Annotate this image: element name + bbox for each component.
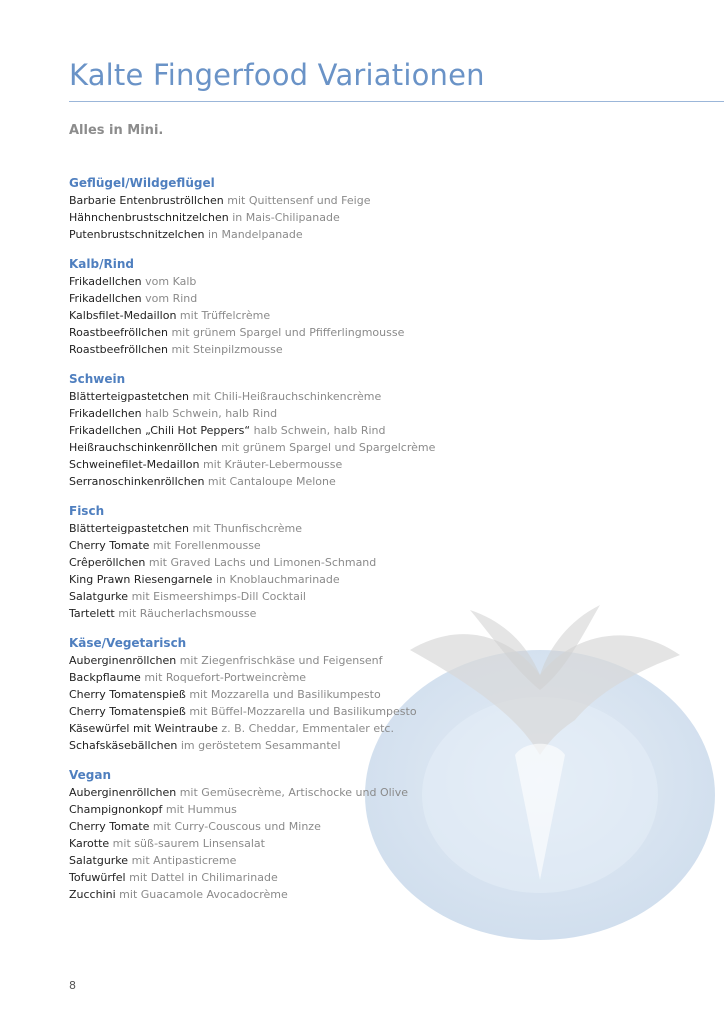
title-divider xyxy=(69,101,724,102)
menu-item xyxy=(69,703,435,720)
menu-item xyxy=(69,737,435,754)
menu-item-name: Roastbeefröllchen xyxy=(69,326,168,339)
menu-item xyxy=(69,588,435,605)
menu-item-description: mit grünem Spargel und Pfifferlingmousse xyxy=(171,326,405,339)
menu-item-description: mit Thunfischcrème xyxy=(192,522,302,535)
section-title: Geflügel/Wildgeflügel xyxy=(69,176,215,190)
menu-item-description: mit Graved Lachs und Limonen-Schmand xyxy=(148,556,377,569)
menu-item xyxy=(69,209,435,226)
menu-item-description: mit Gemüsecrème, Artischocke und Olive xyxy=(179,786,409,799)
menu-item xyxy=(69,886,435,903)
menu-section xyxy=(69,371,435,490)
menu-item xyxy=(69,686,435,703)
menu-item-name: Zucchini xyxy=(69,888,116,901)
menu-item-description: halb Schwein, halb Rind xyxy=(253,424,386,437)
menu-item-name: Salatgurke xyxy=(69,854,129,867)
menu-item-description: mit Cantaloupe Melone xyxy=(207,475,336,488)
menu-item xyxy=(69,605,435,622)
menu-item-name: Auberginenröllchen xyxy=(69,786,177,799)
menu-item xyxy=(69,669,435,686)
menu-item-name: Frikadellchen „Chili Hot Peppers“ xyxy=(69,424,251,437)
menu-item-name: Hähnchenbrustschnitzelchen xyxy=(69,211,229,224)
menu-item-name: Blätterteigpastetchen xyxy=(69,522,189,535)
menu-item xyxy=(69,869,435,886)
menu-item-description: mit Eismeershimps-Dill Cocktail xyxy=(131,590,306,603)
menu-item-description: mit Antipasticreme xyxy=(131,854,237,867)
menu-item-name: Schafskäsebällchen xyxy=(69,739,178,752)
menu-item-description: mit Kräuter-Lebermousse xyxy=(202,458,343,471)
menu-item-description: mit Quittensenf und Feige xyxy=(227,194,371,207)
menu-item-name: King Prawn Riesengarnele xyxy=(69,573,213,586)
menu-section xyxy=(69,503,435,622)
menu-item-description: mit Trüffelcrème xyxy=(179,309,271,322)
menu-item-name: Heißrauchschinkenröllchen xyxy=(69,441,218,454)
menu-item-name: Kalbsfilet-Medaillon xyxy=(69,309,177,322)
menu-section xyxy=(69,175,435,243)
menu-item-description: mit Guacamole Avocadocrème xyxy=(119,888,288,901)
menu-item-name: Crêperöllchen xyxy=(69,556,146,569)
menu-item-description: mit Forellenmousse xyxy=(152,539,261,552)
menu-item xyxy=(69,537,435,554)
menu-section xyxy=(69,635,435,754)
menu-item xyxy=(69,307,435,324)
menu-item-name: Frikadellchen xyxy=(69,275,142,288)
menu-item-name: Salatgurke xyxy=(69,590,129,603)
page-subtitle: Alles in Mini. xyxy=(69,123,164,138)
menu-item xyxy=(69,388,435,405)
menu-item xyxy=(69,422,435,439)
menu-item-name: Karotte xyxy=(69,837,110,850)
menu-item-description: in Knoblauchmarinade xyxy=(215,573,340,586)
menu-item-description: mit grünem Spargel und Spargelcrème xyxy=(221,441,436,454)
page-title: Kalte Fingerfood Variationen xyxy=(69,58,485,92)
menu-item-description: mit Curry-Couscous und Minze xyxy=(152,820,321,833)
menu-section xyxy=(69,767,435,903)
menu-item xyxy=(69,652,435,669)
menu-item-description: mit Ziegenfrischkäse und Feigensenf xyxy=(179,654,383,667)
menu-item-name: Roastbeefröllchen xyxy=(69,343,168,356)
section-title: Käse/Vegetarisch xyxy=(69,636,187,650)
menu-item-name: Auberginenröllchen xyxy=(69,654,177,667)
menu-item-description: z. B. Cheddar, Emmentaler etc. xyxy=(221,722,394,735)
menu-item-name: Schweinefilet-Medaillon xyxy=(69,458,200,471)
menu-list xyxy=(69,175,435,916)
menu-item-name: Backpflaume xyxy=(69,671,141,684)
menu-item xyxy=(69,192,435,209)
menu-item-description: vom Rind xyxy=(145,292,198,305)
menu-item-name: Cherry Tomatenspieß xyxy=(69,688,186,701)
menu-item xyxy=(69,554,435,571)
menu-item-name: Tofuwürfel xyxy=(69,871,126,884)
menu-item xyxy=(69,801,435,818)
menu-item-description: halb Schwein, halb Rind xyxy=(145,407,278,420)
menu-item xyxy=(69,290,435,307)
menu-item-name: Blätterteigpastetchen xyxy=(69,390,189,403)
page-number: 8 xyxy=(69,979,76,992)
menu-item-description: mit Mozzarella und Basilikumpesto xyxy=(189,688,381,701)
menu-item-description: in Mandelpanade xyxy=(207,228,303,241)
menu-item xyxy=(69,720,435,737)
menu-item xyxy=(69,439,435,456)
menu-item-name: Cherry Tomatenspieß xyxy=(69,705,186,718)
menu-section xyxy=(69,256,435,358)
menu-item xyxy=(69,226,435,243)
menu-item-description: mit Steinpilzmousse xyxy=(171,343,283,356)
menu-item-name: Cherry Tomate xyxy=(69,820,150,833)
menu-item xyxy=(69,324,435,341)
menu-item-description: mit Roquefort-Portweincrème xyxy=(144,671,307,684)
menu-item-name: Champignonkopf xyxy=(69,803,163,816)
menu-item-name: Frikadellchen xyxy=(69,292,142,305)
menu-item xyxy=(69,341,435,358)
section-title: Fisch xyxy=(69,504,105,518)
menu-item-description: im geröstetem Sesammantel xyxy=(180,739,341,752)
menu-item-name: Serranoschinkenröllchen xyxy=(69,475,205,488)
menu-item-description: mit Hummus xyxy=(165,803,237,816)
menu-item-name: Tartelett xyxy=(69,607,115,620)
menu-item xyxy=(69,473,435,490)
menu-item xyxy=(69,852,435,869)
menu-item-description: vom Kalb xyxy=(145,275,197,288)
section-title: Schwein xyxy=(69,372,126,386)
menu-item xyxy=(69,571,435,588)
menu-item-description: mit Räucherlachsmousse xyxy=(118,607,257,620)
menu-item-description: in Mais-Chilipanade xyxy=(232,211,340,224)
menu-item-name: Putenbrustschnitzelchen xyxy=(69,228,205,241)
menu-item-name: Frikadellchen xyxy=(69,407,142,420)
menu-item-description: mit süß-saurem Linsensalat xyxy=(112,837,265,850)
section-title: Vegan xyxy=(69,768,111,782)
menu-item-name: Barbarie Entenbruströllchen xyxy=(69,194,224,207)
menu-item xyxy=(69,405,435,422)
menu-item xyxy=(69,520,435,537)
menu-item xyxy=(69,273,435,290)
menu-item-name: Käsewürfel mit Weintraube xyxy=(69,722,218,735)
menu-item xyxy=(69,818,435,835)
menu-item xyxy=(69,784,435,801)
menu-item xyxy=(69,835,435,852)
menu-item xyxy=(69,456,435,473)
menu-item-description: mit Dattel in Chilimarinade xyxy=(129,871,278,884)
menu-item-description: mit Chili-Heißrauchschinkencrème xyxy=(192,390,382,403)
menu-item-name: Cherry Tomate xyxy=(69,539,150,552)
section-title: Kalb/Rind xyxy=(69,257,134,271)
menu-item-description: mit Büffel-Mozzarella und Basilikumpesto xyxy=(189,705,417,718)
